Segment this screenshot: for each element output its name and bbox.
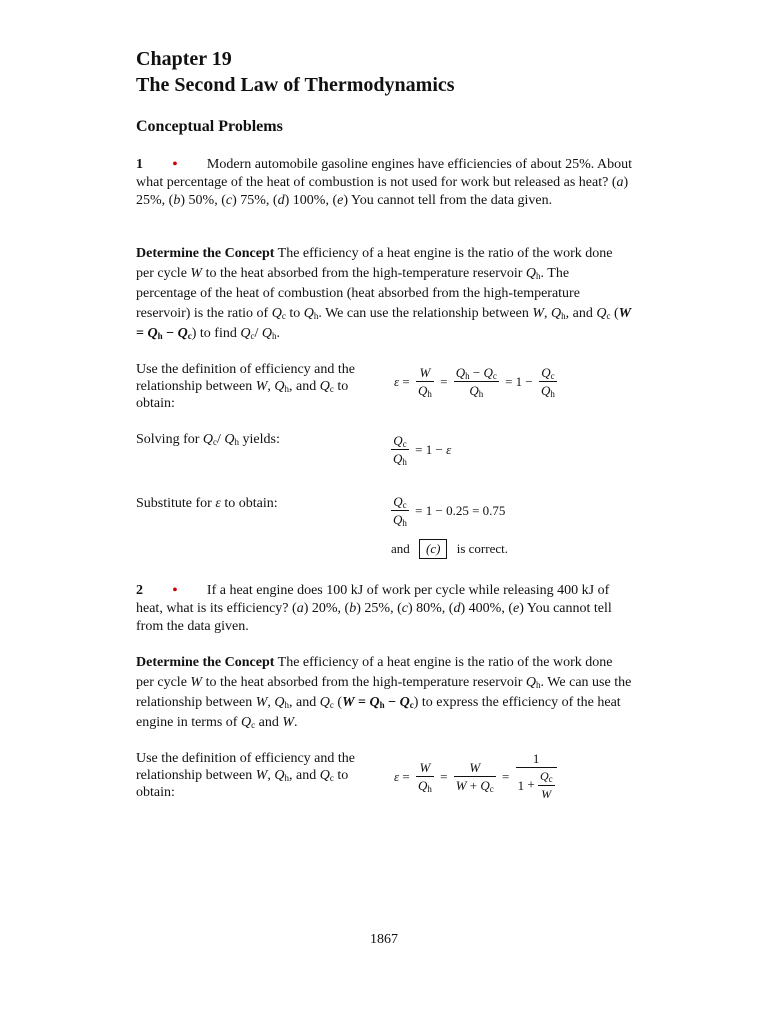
- question-rest: of heat, what is its efficiency?: [136, 583, 610, 616]
- section-title: Conceptual Problems: [136, 118, 283, 135]
- problem-1-question: 1 • Modern automobile gasoline engines have efficiencies of about 25%. About what percentage of the heat of combustion is not used for work but released as heat? (a) 25%, (b) 50%, (c) 75%, (d) 100%, (e) You cannot tell from the data given.: [136, 157, 632, 208]
- page-number: 1867: [370, 932, 398, 947]
- answer-box: (c): [419, 539, 447, 559]
- concept-heading: Determine the Concept: [136, 655, 275, 670]
- chapter-number: Chapter 19: [136, 48, 232, 70]
- problem-number: 2: [136, 583, 143, 598]
- p1-equation-efficiency: ε = $\frac{W}{Q_h}$ = $\frac{Q_h - Q_c}{Q_h}$ = 1 − $\frac{Q_c}{Q_h}$: [394, 365, 555, 399]
- p1-equation-ratio: $\frac{Q_c}{Q_h}$ = 1 − ε: [393, 433, 452, 467]
- p2-equation-efficiency: ε = $\frac{W}{Q_h}$ = $\frac{W}{W + Q_c}$ = 1 1 + $\frac{Q_c}{W}$: [391, 750, 557, 803]
- chapter-title: The Second Law of Thermodynamics: [136, 74, 455, 96]
- p1-step-2-text: Solving for $Q_c/$ $Q_h$ yields:: [136, 432, 280, 447]
- problem-number: 1: [136, 157, 143, 172]
- question-intro: Modern automobile gasoline engines have efficiencies of about 25%.: [206, 157, 595, 172]
- question-intro: If a heat engine does 100 kJ of work per cycle while releasing 400 kJ: [206, 583, 595, 598]
- p1-answer: and (c) is correct.: [391, 539, 508, 559]
- p1-step-3-text: Substitute for ε to obtain:: [136, 496, 278, 511]
- difficulty-dot-icon: •: [172, 157, 178, 172]
- problem-2-question: 2 • If a heat engine does 100 kJ of work per cycle while releasing 400 kJ of heat, what is its efficiency? (a) 20%, (b) 25%, (c) 80%, (d) 400%, (e) You cannot tell from the data given.: [136, 583, 612, 634]
- concept-heading: Determine the Concept: [136, 246, 275, 261]
- difficulty-dot-icon: •: [172, 583, 178, 598]
- problem-1-concept: Determine the Concept The efficiency of a heat engine is the ratio of the work done per cycle W to the heat absorbed from the high-temperature reservoir $Q_h$. The percentage of the heat of combustion (heat absorbed from the high-temperature reservoir) is the ratio of $Q_c$ to $Q_h$. We can use the relationship between W, $Q_h$, and $Q_c$ $(W = Q_h - Q_c)$ to find $Q_c/$ $Q_h$.: [136, 246, 632, 341]
- p2-step-1-text: Use the definition of efficiency and the relationship between W, $Q_h$, and $Q_c$ to obtain:: [136, 751, 355, 800]
- question-rest: About what percentage of the heat of combustion is not used for work but released as heat?: [136, 157, 632, 190]
- p1-equation-substituted: $\frac{Q_c}{Q_h}$ = 1 − 0.25 = 0.75: [393, 494, 506, 528]
- p1-step-1-text: Use the definition of efficiency and the relationship between W, $Q_h$, and $Q_c$ to obtain:: [136, 362, 355, 411]
- problem-2-concept: Determine the Concept The efficiency of a heat engine is the ratio of the work done per cycle W to the heat absorbed from the high-temperature reservoir $Q_h$. We can use the relationship between W, $Q_h$, and $Q_c$ $(W = Q_h - Q_c)$ to express the efficiency of the heat engine in terms of $Q_c$ and W.: [136, 655, 632, 730]
